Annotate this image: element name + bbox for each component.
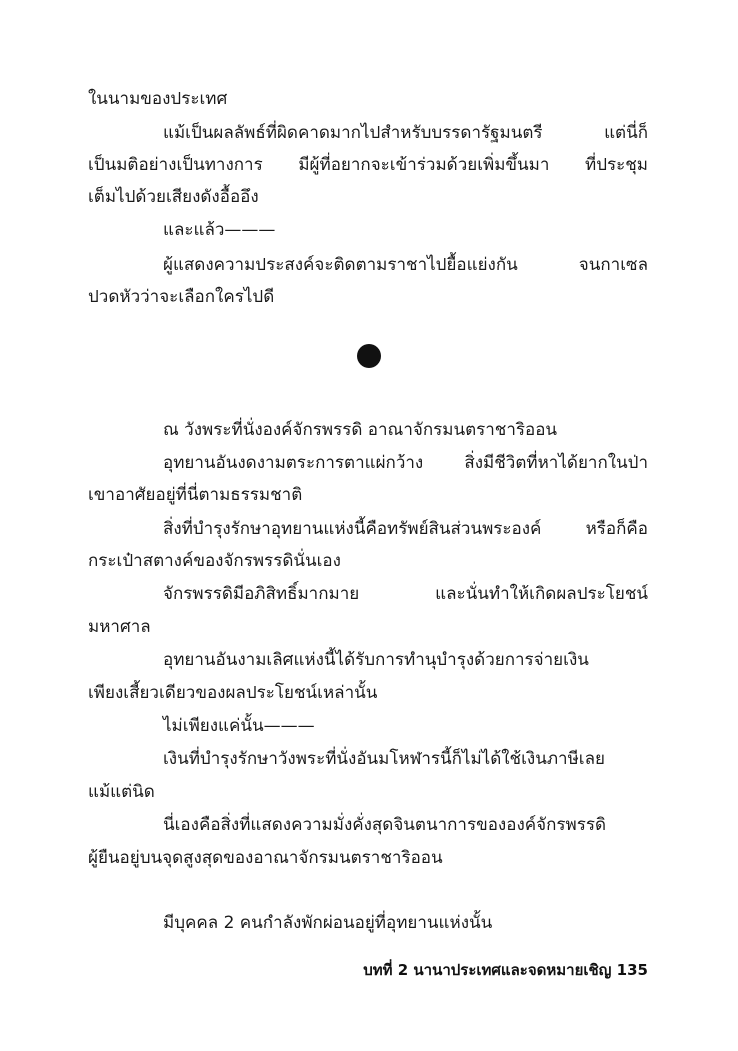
paragraph-first-line: มีบุคคล 2 คนกำลังพักผ่อนอยู่ที่อุทยานแห่งนั้น: [163, 913, 493, 933]
text-line: ปวดหัวว่าจะเลือกใครไปดี: [88, 287, 275, 307]
text-line: ผู้ยืนอยู่บนจุดสูงสุดของอาณาจักรมนตราชาริออน: [88, 848, 443, 868]
text-line: เป็นมติอย่างเป็นทางการ มีผู้ที่อยากจะเข้าร่วมด้วยเพิ่มขึ้นมา ที่ประชุม: [88, 155, 648, 175]
paragraph-first-line: อุทยานอันงดงามตระการตาแผ่กว้าง สิ่งมีชีวิตที่หาได้ยากในป่า: [163, 453, 648, 473]
paragraph-first-line: ผู้แสดงความประสงค์จะติดตามราชาไปยื้อแย่งกัน จนกาเซล: [163, 255, 648, 275]
text-line: กระเป๋าสตางค์ของจักรพรรดินั่นเอง: [88, 551, 341, 571]
text-line: แม้แต่นิด: [88, 782, 155, 802]
paragraph-first-line: ณ วังพระที่นั่งองค์จักรพรรดิ อาณาจักรมนตราชาริออน: [163, 420, 558, 440]
paragraph-first-line: และแล้ว———: [163, 220, 276, 240]
paragraph-first-line: สิ่งที่บำรุงรักษาอุทยานแห่งนี้คือทรัพย์สินส่วนพระองค์ หรือก็คือ: [163, 519, 648, 539]
paragraph-first-line: เงินที่บำรุงรักษาวังพระที่นั่งอันมโหฬารนี้ก็ไม่ได้ใช้เงินภาษีเลย: [163, 749, 605, 769]
text-line: เต็มไปด้วยเสียงดังอื้ออึง: [88, 187, 259, 207]
text-line: เพียงเสี้ยวเดียวของผลประโยชน์เหล่านั้น: [88, 683, 378, 703]
section-break-bullet: [357, 344, 381, 368]
text-line: มหาศาล: [88, 617, 151, 637]
text-line: เขาอาศัยอยู่ที่นี่ตามธรรมชาติ: [88, 485, 303, 505]
paragraph-first-line: อุทยานอันงามเลิศแห่งนี้ได้รับการทำนุบำรุงด้วยการจ่ายเงิน: [163, 650, 589, 670]
paragraph-first-line: แม้เป็นผลลัพธ์ที่ผิดคาดมากไปสำหรับบรรดารัฐมนตรี แต่นี่ก็: [163, 123, 648, 143]
paragraph-first-line: จักรพรรดิมีอภิสิทธิ์มากมาย และนั่นทำให้เกิดผลประโยชน์: [163, 584, 648, 604]
paragraph-first-line: นี่เองคือสิ่งที่แสดงความมั่งคั่งสุดจินตนาการขององค์จักรพรรดิ: [163, 815, 607, 835]
page-footer: บทที่ 2 นานาประเทศและจดหมายเชิญ 135: [363, 961, 648, 979]
paragraph-first-line: ไม่เพียงแค่นั้น———: [163, 716, 315, 736]
document-body: [88, 78, 648, 978]
text-line: ในนามของประเทศ: [88, 89, 228, 109]
